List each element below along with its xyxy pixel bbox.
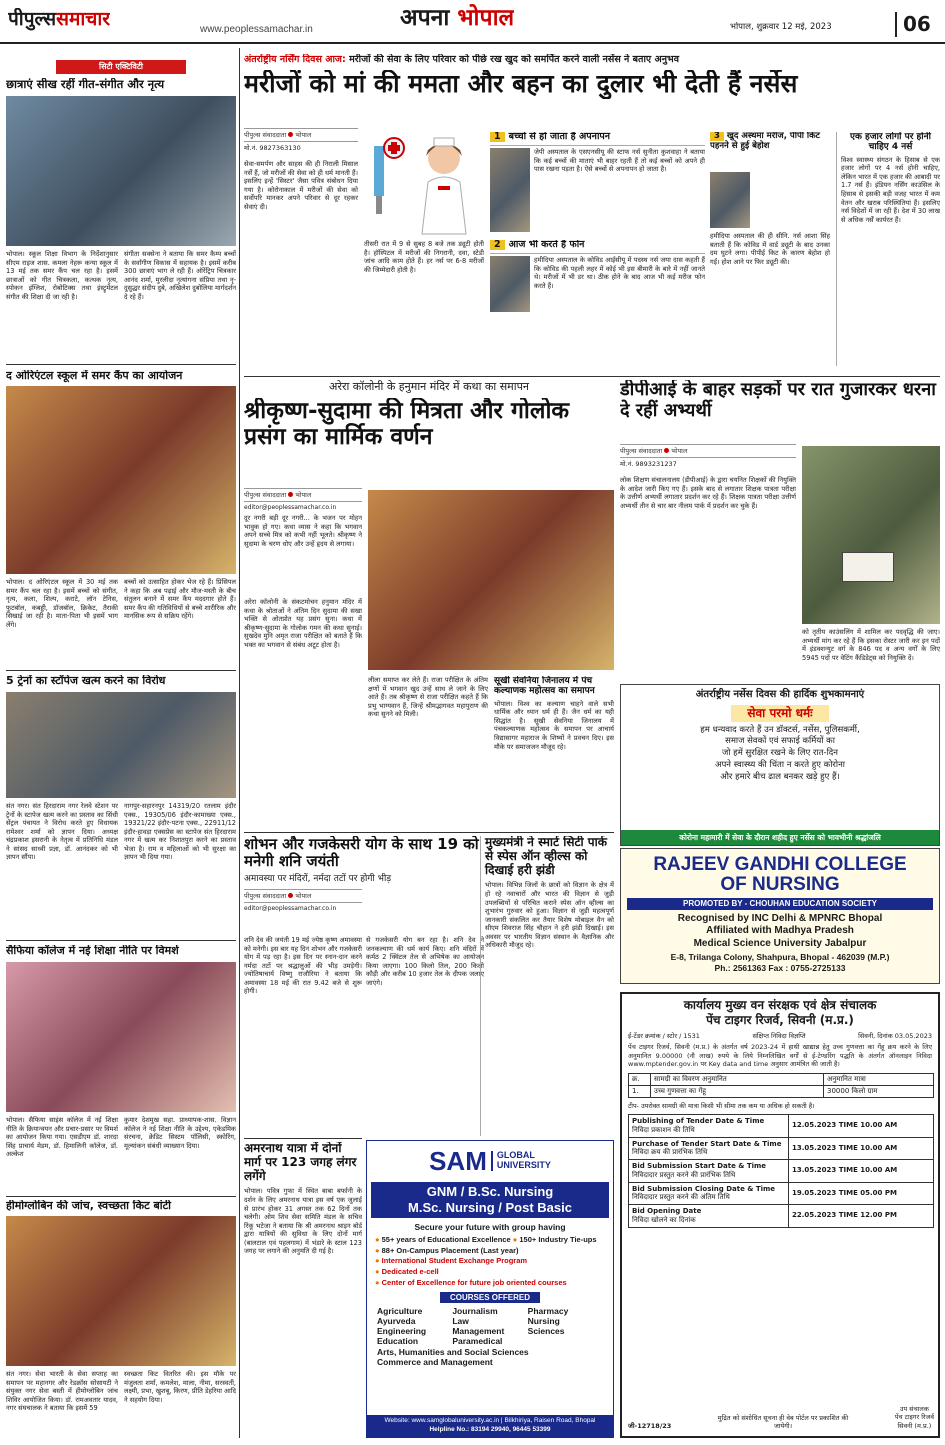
- katha-story: [244, 380, 614, 828]
- course-item: Education: [377, 1336, 419, 1347]
- city-text-5: संत नगर। संत हिरदाराम नगर रेलवे स्टेशन पर ट्रेनों के स्टापेज खत्म करने का प्रस्ताव का सिंधी सेंट्रल पंचायत ने विरोध करते हुए विधायक रामेश्वर शर्मा को ज्ञापन दिया। अध्यक्ष चंद्रप्रकाश इसरानी के नेतृत्व में प्रतिनिधि मंडल ने सांसद साध्वी प्रज्ञा, डॉ. आनंदकर को भी ज्ञापन सौंपा।: [6, 802, 118, 862]
- tender-signature: उप संचालक पेंच टाइगर रिजर्व सिवनी (म.प्र.): [894, 1404, 934, 1430]
- course-item: Sciences: [527, 1326, 565, 1337]
- course-item: Journalism: [452, 1305, 498, 1316]
- sam-contact: Website: www.samglobaluniversity.ac.in | Bilkhiriya, Raisen Road, Bhopal Helpline No.: 83194 29940, 96445 53399: [367, 1415, 613, 1437]
- course-item: Pharmacy: [527, 1305, 569, 1316]
- photo-health-camp: [6, 1216, 236, 1366]
- college-affiliation-2: Medical Science University Jabalpur: [693, 937, 867, 949]
- sam-benefits: ● 55+ years of Educational Excellence ● 150+ Industry Tie-ups ● 88+ On-Campus Placement (Last year) ● International Student Exchange Program ● Dedicated e-cell ● Center of Excellence for future job oriented courses: [375, 1234, 597, 1288]
- nurse-quote-1: 1 बच्चों से हो जाता है अपनापन जेपी अस्पताल के एसएनसीयू की स्टाफ नर्स सुनीता कुशवाहा ने बताया कि कई बच्चों की माताएं भी बाहर रहती हैं तो कई बच्चों को अपने ही पास रखना पड़ता है। ऐसे बच्चों से अपनापन हो जाता है।: [490, 132, 705, 232]
- divider: [6, 364, 236, 365]
- tender-item-table: [628, 1073, 934, 1098]
- city-text-7: भोपाल। सैफिया साइंस कॉलेज में नई शिक्षा नीति के क्रियान्वयन और प्रचार-प्रसार पर विमर्श का आयोजन किया गया। एसडीएम डॉ. शारदा सिंह प्राचार्य मेडम, डॉ. हिमालिनी कॉलेज, डॉ. अल्केश: [6, 1116, 118, 1159]
- course-item: Engineering: [377, 1326, 427, 1337]
- table-row: Bid Opening Date निविदा खोलने का दिनांक 22.05.2023 TIME 12.00 PM: [629, 1205, 934, 1228]
- city-text-8: कुमार देशमुख सहा. प्राध्यापक-शास. विज्ञान कॉलेज ने नई शिक्षा नीति के उद्देश्य, एकेडमिक संरचना, क्रेडिट सिस्टम पॉलिसी, स्कोरिंग, मूल्यांकन संबंधी व्याख्यान दिया।: [124, 1116, 236, 1150]
- sam-helpline[interactable]: Helpline No.: 83194 29940, 96445 53399: [429, 1426, 551, 1434]
- nurses-byline: पीपुल्स संवाददाता भोपाल मो.नं. 9827363130: [244, 128, 358, 152]
- amarnath-headline[interactable]: अमरनाथ यात्रा में दोनों मार्ग पर 123 जगह लंगर लगेंगे: [244, 1142, 357, 1183]
- katha-byline: पीपुल्स संवाददाता भोपाल editor@peoplessamachar.co.in: [244, 488, 362, 512]
- nurses-story: [244, 54, 940, 372]
- course-item: Commerce and Management: [377, 1356, 493, 1367]
- college-ad[interactable]: [620, 848, 940, 984]
- college-address: E-8, Trilanga Colony, Shahpura, Bhopal - 462039 (M.P.): [670, 952, 890, 963]
- dpi-headline[interactable]: डीपीआई के बाहर सड़कों पर रात गुजारकर धरना दे रहीं अभ्यर्थी: [620, 380, 936, 421]
- course-item: Nursing: [527, 1315, 560, 1326]
- city-headline-5[interactable]: हीमोग्लोबिन की जांच, स्वच्छता किट बांटी: [6, 1200, 172, 1212]
- nurse-quote-2-text: हमीदिया अस्पताल के कोविड आईसीयू में पदस्थ नर्स जया दास कहती हैं कि कोविड की पहली लहर में कोई भी इस बीमारी के बारे में नहीं जानते थे। मरीजों में भी डर था। ठीक होने के बाद आज भी कई मरीज फोन करते हैं।: [534, 256, 705, 290]
- divider: [6, 1196, 236, 1197]
- course-item: [528, 1336, 603, 1346]
- city-text-3: भोपाल। द ओरिएंटल स्कूल में 30 मई तक समर कैंप चल रहा है। इसमें बच्चों को संगीत, नृत्य, कला, शिल्प, कराटे, लॉन टेनिस, फुटबॉल, कबड्डी, डॉजबॉल, क्रिकेट, तैराकी सिखाई जा रही है। माता-पिता भी इसमें भाग लेंगे।: [6, 578, 118, 629]
- shani-email[interactable]: editor@peoplessamachar.co.in: [244, 904, 337, 912]
- nurses-kicker: अंतर्राष्ट्रीय नर्सिंग दिवस आज: मरीजों की सेवा के लिए परिवार को पीछे रख खुद को समर्पित करने वाली नर्सेस ने बताए अनुभव: [244, 54, 679, 65]
- sam-website[interactable]: Website: www.samglobaluniversity.ac.in: [384, 1417, 500, 1425]
- table-row: Purchase of Tender Start Date & Time निविदा क्रय की प्रारंभिक तिथि 13.05.2023 TIME 10.00 AM: [629, 1137, 934, 1160]
- dpi-text-2: को तृतीय काउंसलिंग में शामिल कर पदवृद्धि की जाए। अभ्यर्थी मांग कर रहे हैं कि इसका रोस्टर जारी कर इन पदों में इंडक्शन्युट वर्ग के 846 पद व अन्य वर्गों के लिए 5945 पदों पर वेटिंग कैंडिडेट्स को नियुक्ति दें।: [802, 628, 940, 662]
- nurse-photo-2: [490, 256, 530, 312]
- tender-schedule-table: [628, 1114, 934, 1228]
- nurses-mobile: मो.नं. 9827363130: [244, 144, 301, 153]
- amarnath-story: [244, 1142, 362, 1438]
- nurses-body-1: सेवा-समर्पण और साहस की ही निराली मिसाल नर्सें हैं, जो मरीजों की सेवा को ही धर्म मानती हैं। इसलिए इन्हें 'सिस्टर' जैसा पवित्र संबोधन दिया गया है। कोरोनाकाल में मरीजों की सेवा को सर्वोपरि मानकर अपने परिवार से दूर रहकर सेवाएं दी।: [244, 160, 358, 211]
- protest-placard: [842, 552, 894, 582]
- smartcity-text: भोपाल। विभिन्न जिलों के छात्रों को विज्ञान के क्षेत्र में हो रहे नवाचारों और भारत की विज्ञान से जुड़ी उपलब्धियों से परिचित कराने स्पेस ऑन व्हील्स का शुभारंभ गुरुवार को हुआ। विज्ञान से जुड़ी महत्वपूर्ण जानकारी संकलित कर तैयार विशेष मोबाइल वैन को सीएम शिवराज सिंह चौहान ने हरी झंडी दिखाई। इस अवसर पर भारतीय विज्ञान संस्थान के वैज्ञानिक और अधिकारी मौजूद रहे।: [485, 881, 614, 950]
- katha-kicker: अरेरा कॉलोनी के हनुमान मंदिर में कथा का समापन: [329, 380, 529, 393]
- course-item: Law: [452, 1315, 469, 1326]
- dateline: भोपाल, शुक्रवार 12 मई, 2023: [730, 22, 832, 32]
- photo-memorandum: [6, 692, 236, 798]
- city-text-4: बच्चों को उत्साहित होकर भेज रहे हैं। प्रिंसिपल ने कहा कि अब पढ़ाई और मौज-मस्ती के बीच संतुलन बनाने में समर कैंप मददगार होते हैं। समर कैंप की गतिविधियों से बच्चे शारीरिक और मानसिक रूप से सक्रिय रहेंगे।: [124, 578, 236, 621]
- sam-course-list: [367, 1304, 613, 1369]
- jain-text: भोपाल। विश्व का कल्याण चाहने वाले सभी धार्मिक और ध्यान धर्म ही हैं। जैन धर्म का यही सिद्धांत है। सूखी सेवनिया जिनालय में पंचकल्याणक महोत्सव के समापन पर आचार्य विद्यासागर महाराज के शिष्यों ने प्रवचन दिए। इस मौके पर समाजजन मौजूद रहे।: [494, 699, 614, 751]
- shani-text-1: शनि देव की जयंती 19 मई ज्येष्ठ कृष्ण अमावस्या को मनेगी। इस बार यह दिन शोभन और गजकेसरी योग में पड़ रहा है। इस दिन पर स्नान-दान करने नर्मदा तटों पर श्रद्धालुओं की भीड़ उमड़ेगी। ज्योतिषाचार्य विष्णु राजौरिया ने बताया कि अमावस्या 18 मई की रात 9.42 बजे से शुरू होगी।: [244, 936, 362, 996]
- dpi-story: [620, 380, 940, 680]
- tender-note: टीप- उपरोक्त सामग्री की मात्रा किसी भी सीमा तक कम या अधिक हो सकती है।: [628, 1101, 815, 1110]
- photo-music-class: [6, 96, 236, 246]
- katha-text-2: अरेरा कॉलोनी के संकटमोचन हनुमान मंदिर में कथा के श्रोताओं ने अंतिम दिन सुदामा की सखा भक्ति से ओतप्रोत यह प्रसंग सुना। कथा में श्रीकृष्ण-सुदामा के गोलोक गमन की कथा सुनाई। सुखदेव मुनि अमृत राजा परीक्षित को बताते हैं कि भक्त का भगवान से संबंध अटूट होता है।: [244, 598, 362, 649]
- table-cell: उच्च गुणवत्ता का गेंहू: [651, 1086, 824, 1098]
- divider: [6, 670, 236, 671]
- photo-karate-camp: [6, 386, 236, 574]
- course-item: Arts, Humanities and Social Sciences: [377, 1346, 529, 1357]
- newspaper-logo[interactable]: पीपुल्ससमाचार: [8, 8, 111, 30]
- dpi-text-1: लोक शिक्षण संचालनालय (डीपीआई) के द्वारा चयनित शिक्षकों की नियुक्ति के आदेश जारी किए गए हैं। इसके बाद से लगातार शिक्षक पात्रता परीक्षा के उत्तीर्ण अभ्यर्थी लगातार प्रदर्शन कर रहे हैं। शिक्षक पात्रता परीक्षा उत्तीर्ण अभ्यर्थी तीन से चार बार नीलम पार्क में प्रदर्शन कर चुके हैं।: [620, 476, 796, 510]
- shani-text-2: से गजकेसरी योग बन रहा है। शनि देव ने जनकल्याण की धर्म कार्य किए। शनि मंदिरों में कर्मठ 2 क्विंटल तेल से अभिषेक का आयोजन किया जाएगा। 100 किलो तिल, 200 किलो कौड़ी और करीब 10 हजार तेल के दीपक जलाए जाएंगे।: [366, 936, 484, 987]
- nursing-ad-message: हम धन्यवाद करते हैं उन डॉक्टर्स, नर्सेस, पुलिसकर्मी, समाज सेवकों एवं सफाई कर्मियों का जो हमें सुरक्षित रखने के लिए रात-दिन अपने स्वास्थ्य की चिंता न करते हुए कोरोना और हमारे बीच ढाल बनकर खड़े हुए हैं।: [700, 724, 860, 783]
- nurses-body-2: तीसरी रात में 9 से सुबह 8 बजे तक ड्यूटी होती है। हॉस्पिटल में मरीजों की निगरानी, दवा, स्टेडी जांच आदि काम होते हैं। हर नर्स पर 6-8 मरीजों की जिम्मेदारी होती है।: [364, 240, 484, 274]
- city-headline-2[interactable]: द ओरिएंटल स्कूल में समर कैंप का आयोजन: [6, 370, 183, 382]
- nursing-ad-title: अंतर्राष्ट्रीय नर्सेस दिवस की हार्दिक शुभकामनाएं: [695, 689, 865, 700]
- nurse-quote-1-text: जेपी अस्पताल के एसएनसीयू की स्टाफ नर्स सुनीता कुशवाहा ने बताया कि कई बच्चों की माताएं भी बाहर रहती हैं तो कई बच्चों को अपने ही पास रखना पड़ता है। ऐसे बच्चों से अपनापन हो जाता है।: [534, 148, 705, 174]
- divider: [244, 1138, 362, 1139]
- tender-notice: [620, 992, 940, 1438]
- tender-footer: [628, 1405, 934, 1430]
- page-number: 06: [895, 12, 931, 37]
- college-promoted: PROMOTED BY - CHOUHAN EDUCATION SOCIETY: [627, 898, 933, 910]
- city-activity-label: सिटी एक्टिविटी: [56, 60, 186, 74]
- sam-logo: SAM GLOBAL UNIVERSITY: [429, 1146, 551, 1176]
- nurse-illustration: [364, 126, 484, 236]
- smartcity-story: [480, 836, 614, 1136]
- masthead: [0, 0, 945, 44]
- smartcity-headline[interactable]: मुख्यमंत्री ने स्मार्ट सिटी पार्क से स्पेस ऑन व्हील्स को दिखाई हरी झंडी: [485, 836, 607, 877]
- nurse-stat-box: [836, 132, 940, 366]
- college-recognition: Recognised by INC Delhi & MPNRC Bhopal: [677, 912, 883, 924]
- city-text-6: नागपुर-सहारनपुर 14319/20 रतलाम इंदौर एक्स., 19305/06 इंदौर-कामाख्या एक्स., 19321/22 इंदौर-पटना एक्स., 22911/12 इंदौर-हावड़ा एक्सप्रेस का स्टापेज संत हिरदाराम नगर में खत्म कर निशातपुरा करने का प्रस्ताव भेजा है। राम व महिलाओं को भी सुरक्षा का ज्ञापन भी दिया गया।: [124, 802, 236, 862]
- photo-krishna-sudama: [368, 490, 614, 670]
- section-title: अपना भोपाल: [400, 5, 515, 31]
- katha-text-3: लीला समाप्त कर लेते हैं। राजा परीक्षित के अंतिम क्षणों में भगवान खुद उन्हें साथ ले जाने के लिए आते हैं। तब श्रीकृष्ण से राजा परीक्षित कहते हैं कि प्रभु भाग्यवान हैं, जिन्हें श्रीमद्भागवत महापुराण की कथा सुनने को मिली।: [368, 676, 488, 719]
- shani-story-head: [244, 836, 484, 936]
- table-row: Bid Submission Closing Date & Time निविदादार प्रस्तुत करने की अंतिम तिथि 19.05.2023 TIME 05.00 PM: [629, 1182, 934, 1205]
- photo-seminar: [6, 962, 236, 1112]
- sam-courses-banner: GNM / B.Sc. Nursing M.Sc. Nursing / Post Basic: [371, 1182, 609, 1219]
- nursing-ad-tribute: कोरोना महामारी में सेवा के दौरान शहीद हुए नर्सेस को भावभीनी श्रद्धांजलि: [621, 830, 939, 845]
- jain-story: [494, 676, 614, 826]
- tender-ref-line: ई-टेंडर क्रमांक / स्टोर / 1531 संक्षिप्त निविदा विज्ञप्ति सिवनी, दिनांक 03.05.2023: [628, 1032, 932, 1040]
- city-text-10: स्वच्छता किट वितरित की। इस मौके पर मंजुलता शर्मा, कमलेश, माला, नीमा, सरस्वती, लक्ष्मी, प्रभा, खुशबू, किरण, प्रीति डेहरिया आदि ने सहयोग दिया।: [124, 1370, 236, 1404]
- sam-tagline: Secure your future with group having: [414, 1222, 566, 1232]
- divider: [244, 832, 614, 833]
- divider: [244, 376, 940, 377]
- jain-headline[interactable]: सूखी सेवनिया जिनालय में पंच कल्याणक महोत्सव का समापन: [494, 676, 595, 697]
- shani-byline: पीपुल्स संवाददाता भोपाल editor@peoplessamachar.co.in: [244, 889, 362, 913]
- divider: [6, 940, 236, 941]
- tender-code: जी-12718/23: [628, 1421, 672, 1430]
- nurse-quote-3: 3 खुद अस्थमा मरीज, पीपी किट पहनने से हुई बेहोश हमीदिया अस्पताल की ही सीनि. नर्स आशा सिंह बताती हैं कि कोविड में वार्ड ड्यूटी के बाद उनका दम घुटने लगा। पीपीई किट के कारण बेहोश हो गईं। होश आने पर फिर ड्यूटी की।: [710, 132, 830, 366]
- nursing-ad-motto: सेवा परमो धर्मः: [731, 705, 828, 722]
- amarnath-text: भोपाल। पवित्र गुफा में स्थित बाबा बर्फानी के दर्शन के लिए अमरनाथ यात्रा इस वर्ष एक जुलाई से प्रारंभ होकर 31 अगस्त तक 62 दिनों तक चलेगी। ओम शिव सेवा समिति मंडल के सचिव रिंकू भटेजा ने बताया कि श्री अमरनाथ श्राइन बोर्ड द्वारा यात्रियों की सुविधा के लिए दोनों मार्ग (बालटाल एवं पहलगाम) में भंडारे के स्टाल 123 जगह पर लगाने की अनुमति दी गई है।: [244, 1187, 362, 1256]
- tender-title: कार्यालय मुख्य वन संरक्षक एवं क्षेत्र संचालक पेंच टाइगर रिजर्व, सिवनी (म.प्र.): [683, 998, 877, 1027]
- tender-body: पेंच टाइगर रिजर्व, सिवनी (म.प्र.) के अंतर्गत वर्ष 2023-24 में हाथी खाद्यान्न हेतु उच्च गुणवत्ता का गेंहू क्रय करने के लिए अनुमानित 9.00000 (नौ लाख) रुपये के लिये निम्नलिखित वर्गों से ई-टेण्डरिंग पद्धति के अंतर्गत ऑनलाइन निविदा www.mptender.gov.in पर Key data and time अनुसार आमंत्रित की जाती है।: [628, 1043, 932, 1068]
- college-affiliation-1: Affiliated with Madhya Pradesh: [706, 925, 854, 937]
- sam-offered-label: COURSES OFFERED: [440, 1292, 540, 1303]
- shani-subhead: अमावस्या पर मंदिरों, नर्मदा तटों पर होगी भीड़: [244, 873, 392, 884]
- website-url[interactable]: www.peoplessamachar.in: [200, 24, 313, 35]
- city-text-2: संगीता सक्सेना ने बताया कि समर कैम्प बच्चों के सर्वांगीण विकास में सहायक है। इसमें करीब 300 छात्राएं भाग ले रही हैं। ऑरेंट्रिप चित्रकार आनंद शर्मा, मुरलीदा नृत्यांगना संप्रिया तथा नृ-दुसुद्धर संदीप दुबे, अखिलेश दुबोलिया मार्गदर्शन दे रहे हैं।: [124, 250, 236, 301]
- table-header: क्र.: [629, 1074, 651, 1086]
- nurses-headline[interactable]: मरीजों को मां की ममता और बहन का दुलार भी देती हैं नर्सेस: [244, 70, 798, 98]
- course-item: Ayurveda: [377, 1315, 416, 1326]
- table-row: Bid Submission Start Date & Time निविदादार प्रस्तुत करने की प्रारंभिक तिथि 13.05.2023 TIME 10.00 AM: [629, 1160, 934, 1183]
- nurse-quote-2: 2 आज भी करते हैं फोन हमीदिया अस्पताल के कोविड आईसीयू में पदस्थ नर्स जया दास कहती हैं कि कोविड की पहली लहर में कोई भी इस बीमारी के बारे में नहीं जानते थे। मरीजों में भी डर था। ठीक होने के बाद आज भी कई मरीज फोन करते हैं।: [490, 240, 705, 366]
- table-header: अनुमानित मात्रा: [824, 1074, 934, 1086]
- nurse-stat-text: विश्व स्वास्थ्य संगठन के हिसाब से एक हजार लोगों पर 4 नर्स होनी चाहिए, लेकिन भारत में एक हजार की आबादी पर 1.7 नर्स हैं। इंडियन नर्सिंग काउंसिल के हिसाब से इसकी बड़ी वजह भारत में कम वेतन और खराब परिस्थितियां हैं। इसलिए नर्स विदेशों में जा रही हैं। देश में 30 लाख से अधिक नर्सें कार्यरत हैं।: [841, 155, 940, 224]
- katha-headline[interactable]: श्रीकृष्ण-सुदामा की मित्रता और गोलोक प्रसंग का मार्मिक वर्णन: [244, 398, 570, 451]
- table-row: Publishing of Tender Date & Time निविदा प्रकाशन की तिथि 12.05.2023 TIME 10.00 AM: [629, 1115, 934, 1138]
- nurse-stat-title: एक हजार लोगों पर होनी चाहिए 4 नर्स: [850, 132, 931, 153]
- tender-footer-note: मुद्रित को संशोधित सूचना ही वेब पोर्टल पर प्रकाशित की जायेगी।: [717, 1413, 849, 1430]
- shani-headline[interactable]: शोभन और गजकेसरी योग के साथ 19 को मनेगी शनि जयंती: [244, 836, 479, 871]
- table-cell: 1.: [629, 1086, 651, 1098]
- city-headline-3[interactable]: 5 ट्रेनों का स्टॉपेज खत्म करने का विरोध: [6, 675, 166, 687]
- city-text-1: भोपाल। स्कूल शिक्षा विभाग के निर्देशानुसार सीएम राइज शास. कमला नेहरू कन्या स्कूल में 13 मई तक समर कैंप चल रहा है। इसमें छात्राओं को गीत चित्रकला, कत्थक नृत्य, स्पोकन इंग्लिश, रोबोटिक्स तथा इंस्ट्रूमेंटल संगीत की शिक्षा दी जा रही है।: [6, 250, 118, 301]
- city-headline-1[interactable]: छात्राएं सीख रहीं गीत-संगीत और नृत्य: [6, 78, 165, 91]
- course-item: Paramedical: [452, 1336, 503, 1347]
- course-item: Agriculture: [377, 1305, 423, 1316]
- course-item: Management: [452, 1326, 505, 1337]
- column-rule: [239, 48, 240, 1438]
- table-header: सामग्री का विवरण अनुमानित: [651, 1074, 824, 1086]
- nurse-drawing: [364, 126, 484, 236]
- city-column: [6, 48, 236, 1440]
- table-cell: 30000 किलो ग्राम: [824, 1086, 934, 1098]
- nurse-photo-1: [490, 148, 530, 232]
- katha-text-1: दूर नगरी बड़ी दूर नगरी... के भजन पर मोहन भावुक हो गए। कथा व्यास ने कहा कि भगवान अपने सच्चे मित्र को कभी नहीं भूलते। श्रीकृष्ण ने सुदामा के चरण धोए और उन्हें हृदय से लगाया।: [244, 514, 362, 548]
- college-name: RAJEEV GANDHI COLLEGE OF NURSING: [653, 854, 907, 895]
- dpi-byline: पीपुल्स संवाददाता भोपाल मो.नं. 9893231237: [620, 444, 796, 468]
- photo-protest: [802, 446, 940, 624]
- city-text-9: संत नगर। सेवा भारती के सेवा सप्ताह का समापन पर महानगर और रेडक्रॉस सोसायटी ने संयुक्त नगर सेवा बस्ती में हीमोग्लोबिन जांच शिविर आयोजित किया। डॉ. रामअवतार यादव, नगर संघचालक ने बताया कि इसमें 59: [6, 1370, 118, 1413]
- katha-email[interactable]: editor@peoplessamachar.co.in: [244, 504, 337, 512]
- sam-university-ad[interactable]: [366, 1140, 614, 1438]
- dpi-mobile: मो.नं. 9893231237: [620, 460, 677, 469]
- nurse-photo-3: [710, 172, 750, 228]
- nursing-day-ad[interactable]: [620, 684, 940, 846]
- city-headline-4[interactable]: सैफिया कॉलेज में नई शिक्षा नीति पर विमर्श: [6, 945, 179, 957]
- nurse-quote-3-text: हमीदिया अस्पताल की ही सीनि. नर्स आशा सिंह बताती हैं कि कोविड में वार्ड ड्यूटी के बाद उनका दम घुटने लगा। पीपीई किट के कारण बेहोश हो गईं। होश आने पर फिर ड्यूटी की।: [710, 232, 830, 266]
- college-phone[interactable]: Ph.: 2561363 Fax : 0755-2725133: [714, 963, 846, 973]
